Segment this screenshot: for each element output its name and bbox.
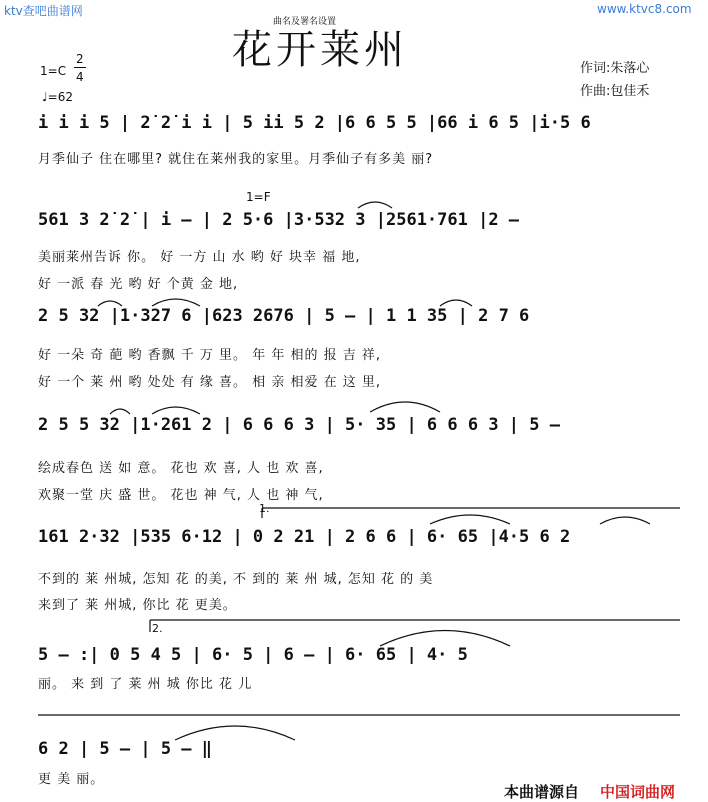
slur-mark — [175, 726, 295, 740]
notation-row-7: 6 2 | 5 – | 5 – ‖ — [38, 739, 212, 759]
key-signature: 1=C — [40, 64, 67, 78]
slur-mark — [430, 515, 510, 524]
lyrics-row-2b: 好 一派 春 光 哟 好 个黄 金 地, — [38, 277, 239, 292]
time-signature-top: 2 — [76, 52, 84, 66]
volta-1-bracket — [262, 508, 680, 518]
lyrics-row-7: 更 美 丽。 — [38, 772, 105, 787]
slur-mark — [98, 301, 122, 306]
watermark-left: ktv查吧曲谱网 — [4, 4, 83, 18]
notation-row-3: 2 5 32 |1·327 6 |623 2676 | 5 – | 1 1 35 | 2 7 6 — [38, 306, 530, 326]
notation-row-6: 5 – :| 0 5 4 5 | 6· 5 | 6 – | 6· 65 | 4· 5 — [38, 645, 468, 665]
notation-row-5: 161 2·32 |535 6·12 | 0 2 21 | 2 6 6 | 6· 65 |4·5 6 2 — [38, 527, 571, 547]
page-title: 花开莱州 — [232, 27, 408, 73]
volta-2-bracket — [150, 620, 680, 632]
lyrics-row-4a: 绘成春色 送 如 意。 花也 欢 喜, 人 也 欢 喜, — [38, 461, 324, 476]
slur-mark — [152, 407, 200, 414]
tempo-mark: ♩=62 — [42, 90, 73, 104]
volta-1-label: 1. — [259, 502, 270, 515]
lyrics-row-4b: 欢聚一堂 庆 盛 世。 花也 神 气, 人 也 神 气, — [38, 488, 324, 503]
slur-mark — [380, 631, 510, 647]
lyrics-row-1: 月季仙子 住在哪里? 就住在莱州我的家里。月季仙子有多美 丽? — [38, 152, 434, 167]
notation-row-4: 2 5 5 32 |1·261 2 | 6 6 6 3 | 5· 35 | 6 6 6 3 | 5 – — [38, 415, 560, 435]
lyrics-row-3b: 好 一个 莱 州 哟 处处 有 缘 喜。 相 亲 相爱 在 这 里, — [38, 375, 381, 390]
notation-row-1: i i i 5 | 2̇ 2̇ i i | 5 ii 5 2 |6 6 5 5 |66 i 6 5 |i·5 6 — [38, 113, 591, 133]
footer-source-label: 本曲谱源自 — [504, 783, 580, 801]
notation-row-2: 561 3 2̇ 2̇ | i – | 2 5·6 |3·532 3 |2561·761 |2 – — [38, 210, 520, 230]
slur-mark — [152, 299, 200, 306]
lyrics-row-6: 丽。 来 到 了 莱 州 城 你比 花 儿 — [38, 677, 253, 692]
slur-mark — [358, 202, 392, 208]
slur-mark — [370, 402, 440, 412]
slur-mark — [110, 409, 130, 414]
title-note: 曲名及署名设置 — [273, 17, 337, 27]
slur-mark — [440, 300, 472, 306]
composer-credit: 作曲:包佳禾 — [580, 84, 650, 99]
lyricist-credit: 作词:朱落心 — [580, 61, 650, 76]
time-signature-bottom: 4 — [76, 70, 84, 84]
footer-source-link[interactable]: 中国词曲网 — [600, 783, 676, 801]
watermark-right[interactable]: www.ktvc8.com — [597, 2, 692, 16]
lyrics-row-2a: 美丽莱州告诉 你。 好 一方 山 水 哟 好 块幸 福 地, — [38, 250, 361, 265]
volta-2-label: 2. — [152, 622, 163, 635]
slur-mark — [600, 517, 650, 524]
key-change-mark: 1=F — [246, 190, 271, 204]
lyrics-row-3a: 好 一朵 奇 葩 哟 香飘 千 万 里。 年 年 相的 报 吉 祥, — [38, 348, 381, 363]
lyrics-row-5b: 来到了 莱 州城, 你比 花 更美。 — [38, 598, 237, 613]
lyrics-row-5a: 不到的 莱 州城, 怎知 花 的美, 不 到的 莱 州 城, 怎知 花 的 美 — [38, 572, 434, 587]
